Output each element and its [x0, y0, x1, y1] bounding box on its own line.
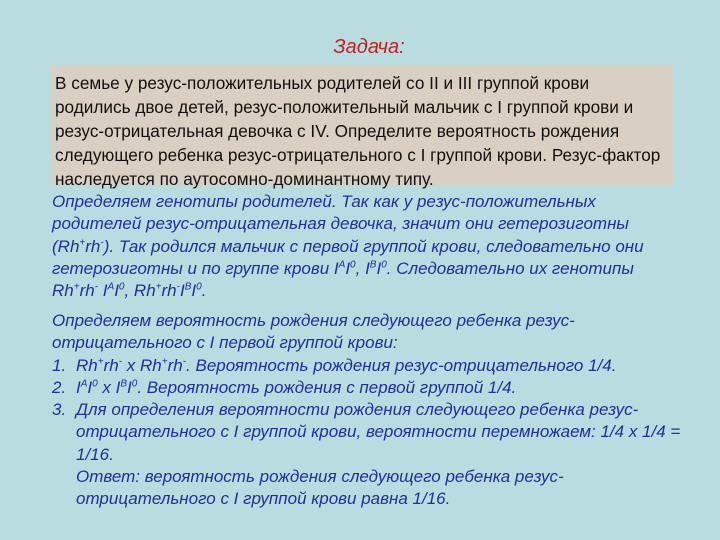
- genotype-text-1: Определяем генотипы родителей. Так как у резус-положительных родителей резус-отрицательная девочка, значит они гетерозиготны (Rh: [52, 192, 629, 256]
- superscript-b: B: [369, 259, 377, 271]
- genotype-explanation: [52, 191, 682, 302]
- list-item: [52, 377, 682, 399]
- list-item-text: [76, 399, 682, 510]
- superscript-b: B: [120, 378, 128, 390]
- genotype-text-2: ). Так родился мальчик с первой группой крови, следовательно они гетерозиготны и по группе крови I: [52, 236, 644, 278]
- superscript-minus: -: [100, 236, 104, 248]
- superscript-zero: 0: [381, 259, 387, 271]
- genotype-rh: rh: [79, 281, 95, 301]
- genotype-rh: х Rh: [122, 355, 162, 375]
- superscript-zero: 0: [350, 259, 356, 271]
- superscript-plus: +: [73, 281, 80, 293]
- list-number: 1.: [52, 355, 67, 375]
- genotype-rh: , Rh: [124, 281, 156, 301]
- list-item: [52, 399, 682, 510]
- genotype-rh: rh: [161, 281, 177, 301]
- superscript-plus: +: [155, 281, 162, 293]
- genotype-rh: rh: [167, 355, 183, 375]
- superscript-minus: -: [118, 355, 123, 367]
- separator: .: [201, 281, 207, 301]
- superscript-minus: -: [182, 355, 187, 367]
- list-item: [52, 355, 682, 377]
- allele-i: I: [179, 281, 185, 301]
- step-text: . Вероятность рождения резус-отрицательного 1/4.: [186, 355, 617, 375]
- allele-i: х I: [97, 377, 121, 397]
- genotype-paragraph: [52, 191, 682, 302]
- answer-text: Ответ: вероятность рождения следующего ребенка резус-отрицательного с I группой крови равна 1/16.: [76, 467, 564, 509]
- superscript-a: A: [338, 259, 346, 271]
- slide-title: Задача:: [333, 36, 405, 58]
- allele-i: I: [76, 377, 81, 397]
- allele-i: I: [191, 281, 197, 301]
- superscript-plus: +: [97, 355, 104, 367]
- allele-i: I: [114, 281, 119, 301]
- superscript-zero: 0: [196, 281, 202, 293]
- list-number: 3.: [52, 400, 67, 420]
- allele-i: I: [376, 258, 382, 278]
- genotype-rh: Rh: [76, 355, 98, 375]
- probability-intro: Определяем вероятность рождения следующего ребенка резус-отрицательного с I первой группой крови:: [52, 311, 575, 353]
- allele-i: I: [102, 281, 108, 301]
- list-item-text: [76, 355, 616, 377]
- task-statement: В семье у резус-положительных родителей со II и III группой крови родились двое детей, резус-положительный мальчик с I группой крови и резус-отрицательная девочка с IV. Определите вероятность рождения следующего ребенка резус-отрицательного с I группой крови. Резус-фактор наследуется по аутосомно-доминантному типу.: [52, 66, 674, 186]
- genotype-rh: rh: [85, 236, 101, 256]
- superscript-zero: 0: [92, 378, 98, 390]
- list-item-text: [76, 377, 516, 399]
- genotype-rh: rh: [103, 355, 119, 375]
- superscript-minus: -: [94, 281, 99, 293]
- allele-i: I: [127, 377, 132, 397]
- superscript-zero: 0: [118, 281, 125, 293]
- superscript-plus: +: [161, 355, 168, 367]
- superscript-a: A: [107, 281, 115, 293]
- list-number: 2.: [52, 377, 67, 397]
- allele-i: I: [345, 258, 351, 278]
- superscript-plus: +: [79, 236, 86, 248]
- step-text: . Вероятность рождения с первой группой 1/4.: [137, 377, 517, 397]
- allele-i: I: [365, 258, 370, 278]
- superscript-a: A: [80, 378, 88, 390]
- probability-steps: [52, 355, 682, 511]
- superscript-minus: -: [176, 281, 180, 293]
- allele-i: I: [87, 377, 93, 397]
- step-text: Для определения вероятности рождения следующего ребенка резус-отрицательного с I группой крови, вероятности перемножаем: 1/4 х 1/4 = 1/16.: [76, 400, 681, 464]
- superscript-zero: 0: [131, 378, 138, 390]
- superscript-b: B: [184, 281, 192, 293]
- genotype-text-3: . Следовательно их генотипы Rh: [52, 258, 634, 301]
- probability-explanation: [52, 310, 682, 511]
- separator: ,: [355, 258, 366, 278]
